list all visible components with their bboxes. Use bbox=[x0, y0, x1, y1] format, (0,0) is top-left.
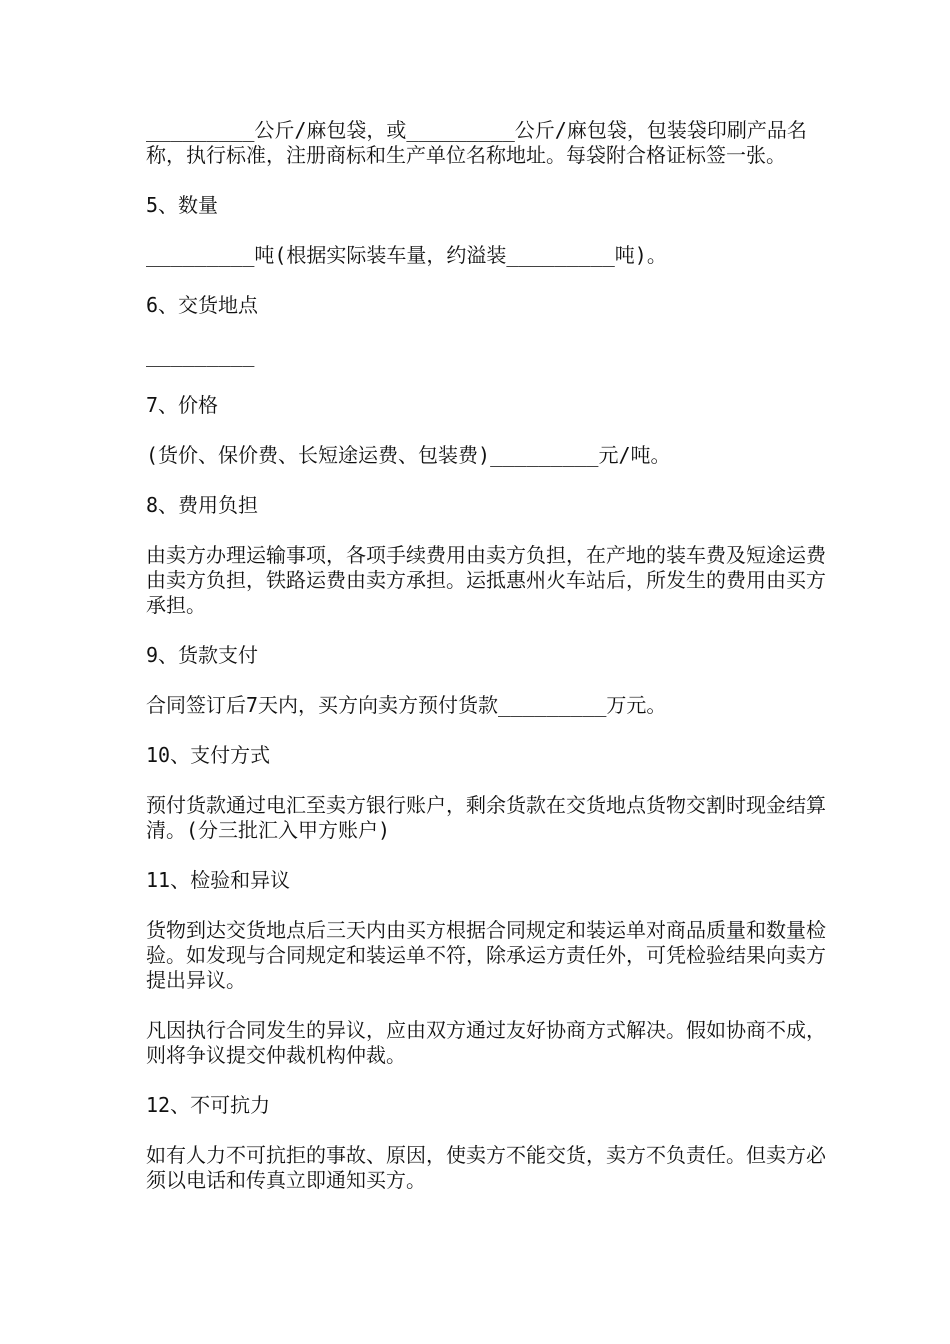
quantity-paragraph: _________吨(根据实际装车量，约溢装_________吨)。 bbox=[146, 243, 667, 267]
inspection-paragraph: 货物到达交货地点后三天内由买方根据合同规定和装运单对商品质量和数量检验。如发现与合同规定和装运单不符，除承运方责任外，可凭检验结果向卖方提出异议。 bbox=[146, 918, 826, 992]
section-heading-cost-burden: 8、费用负担 bbox=[146, 493, 259, 517]
section-heading-quantity: 5、数量 bbox=[146, 193, 219, 217]
section-heading-payment: 9、货款支付 bbox=[146, 643, 259, 667]
section-heading-price: 7、价格 bbox=[146, 393, 219, 417]
price-paragraph: (货价、保价费、长短途运费、包装费)_________元/吨。 bbox=[146, 443, 671, 467]
force-majeure-paragraph: 如有人力不可抗拒的事故、原因，使卖方不能交货，卖方不负责任。但卖方必须以电话和传真立即通知买方。 bbox=[146, 1143, 826, 1192]
section-heading-force-majeure: 12、不可抗力 bbox=[146, 1093, 271, 1117]
payment-paragraph: 合同签订后7天内，买方向卖方预付货款_________万元。 bbox=[146, 693, 667, 717]
section-heading-delivery-location: 6、交货地点 bbox=[146, 293, 259, 317]
dispute-paragraph: 凡因执行合同发生的异议，应由双方通过友好协商方式解决。假如协商不成，则将争议提交仲裁机构仲裁。 bbox=[146, 1018, 826, 1067]
payment-method-paragraph: 预付货款通过电汇至卖方银行账户，剩余货款在交货地点货物交割时现金结算清。(分三批汇入甲方账户) bbox=[146, 793, 826, 842]
packaging-paragraph: _________公斤/麻包袋，或_________公斤/麻包袋，包装袋印刷产品名称，执行标准，注册商标和生产单位名称地址。每袋附合格证标签一张。 bbox=[146, 118, 807, 167]
document-page bbox=[146, 118, 836, 1218]
section-heading-inspection: 11、检验和异议 bbox=[146, 868, 291, 892]
delivery-location-blank: _________ bbox=[146, 343, 255, 367]
section-heading-payment-method: 10、支付方式 bbox=[146, 743, 271, 767]
cost-burden-paragraph: 由卖方办理运输事项，各项手续费用由卖方负担，在产地的装车费及短途运费由卖方负担，铁路运费由卖方承担。运抵惠州火车站后，所发生的费用由买方承担。 bbox=[146, 543, 826, 617]
